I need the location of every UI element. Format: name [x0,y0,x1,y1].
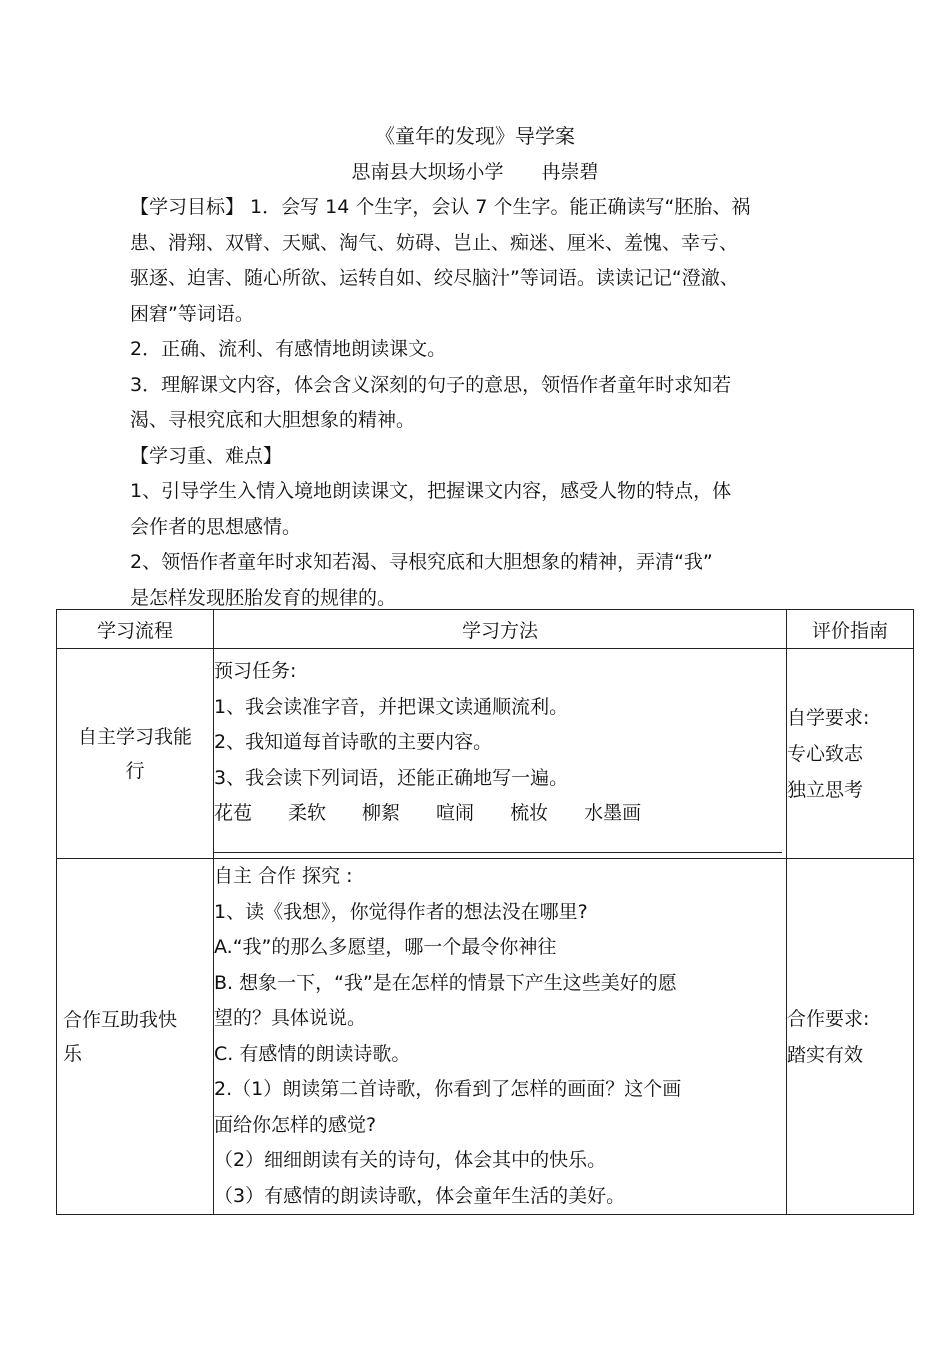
method-line: 2.（1）朗读第二首诗歌，你看到了怎样的画面？这个画 [214,1078,682,1100]
method-line: 1、读《我想》，你觉得作者的想法没在哪里? [214,900,588,923]
method-line: （3）有感情的朗读诗歌，体会童年生活的美好。 [214,1184,626,1207]
method-line: 3、我会读下列词语，还能正确地写一遍。 [214,766,569,789]
school-name: 思南县大坝场小学 [351,161,504,183]
table-row [57,649,914,859]
method-cell [214,859,787,1215]
stage-line: 合作互助我快 [63,1008,178,1031]
intro-line: 患、滑翔、双臂、天赋、淘气、妨碍、岂止、痴迷、厘米、羞愧、幸亏、 [130,231,739,254]
guide-cell [787,649,914,859]
intro-line: 会作者的思想感情。 [130,515,302,538]
method-line: 面给你怎样的感觉? [214,1113,377,1136]
intro-line: 1、引导学生入情入境地朗读课文，把握课文内容，感受人物的特点，体 [130,480,732,502]
vocab-word: 喧闹 [436,802,475,825]
header-stage: 学习流程 [57,610,214,649]
intro-line: 驱逐、迫害、随心所欲、运转自如、绞尽脑汁”等词语。读读记记“澄澈、 [130,267,739,289]
intro-line: 困窘”等词语。 [130,302,254,325]
vocab-word: 水墨画 [584,802,642,825]
method-line: A.“我”的那么多愿望，哪一个最令你神往 [214,936,557,958]
vocab-word: 花苞 [214,802,253,825]
study-table [56,609,914,1215]
guide-line: 独立思考 [787,778,864,801]
intro-line: 是怎样发现胚胎发育的规律的。 [130,586,397,609]
intro-line: 渴、寻根究底和大胆想象的精神。 [130,409,416,431]
writing-line [214,832,782,853]
method-line: B. 想象一下，“我”是在怎样的情景下产生这些美好的愿 [214,971,677,994]
guide-cell [787,859,914,1215]
method-line: 2、我知道每首诗歌的主要内容。 [214,731,493,754]
guide-line: 专心致志 [787,742,864,765]
intro-line: 【学习目标】 1．会写 14 个生字，会认 7 个生字。能正确读写“胚胎、祸 [130,196,751,218]
document-title: 《童年的发现》导学案 [375,124,575,148]
guide-line: 合作要求: [787,1007,870,1030]
method-cell [214,649,787,859]
method-line: C. 有感情的朗读诗歌。 [214,1042,411,1065]
header-method: 学习方法 [214,610,787,649]
intro-text [130,190,830,616]
stage-cell [57,859,214,1215]
intro-line: 2．正确、流利、有感情地朗读课文。 [130,338,447,360]
vocab-word: 梳妆 [510,802,549,825]
header-guide: 评价指南 [787,610,914,649]
author-name: 冉崇碧 [541,161,599,183]
intro-line: 2、领悟作者童年时求知若渴、寻根究底和大胆想象的精神，弄清“我” [130,551,713,573]
vocab-word: 柳絮 [362,802,401,825]
method-line: （2）细细朗读有关的诗句，体会其中的快乐。 [214,1149,607,1171]
stage-cell [57,649,214,859]
vocabulary-words [214,796,786,832]
table-row [57,859,914,1215]
method-line: 望的？具体说说。 [214,1007,367,1029]
intro-line: 3．理解课文内容，体会含义深刻的句子的意思，领悟作者童年时求知若 [130,373,732,396]
intro-line: 【学习重、难点】 [130,444,283,467]
stage-line: 行 [125,759,145,782]
method-line: 预习任务: [214,660,297,683]
stage-line: 乐 [63,1042,83,1065]
table-header-row [57,610,914,649]
guide-line: 自学要求: [787,706,870,729]
method-line: 自主 合作 探究 : [214,865,353,887]
stage-line: 自主学习我能 [77,725,192,748]
author-line [0,157,950,184]
method-line: 1、我会读准字音，并把课文读通顺流利。 [214,695,569,718]
vocab-word: 柔软 [288,802,327,825]
guide-line: 踏实有效 [787,1043,864,1066]
